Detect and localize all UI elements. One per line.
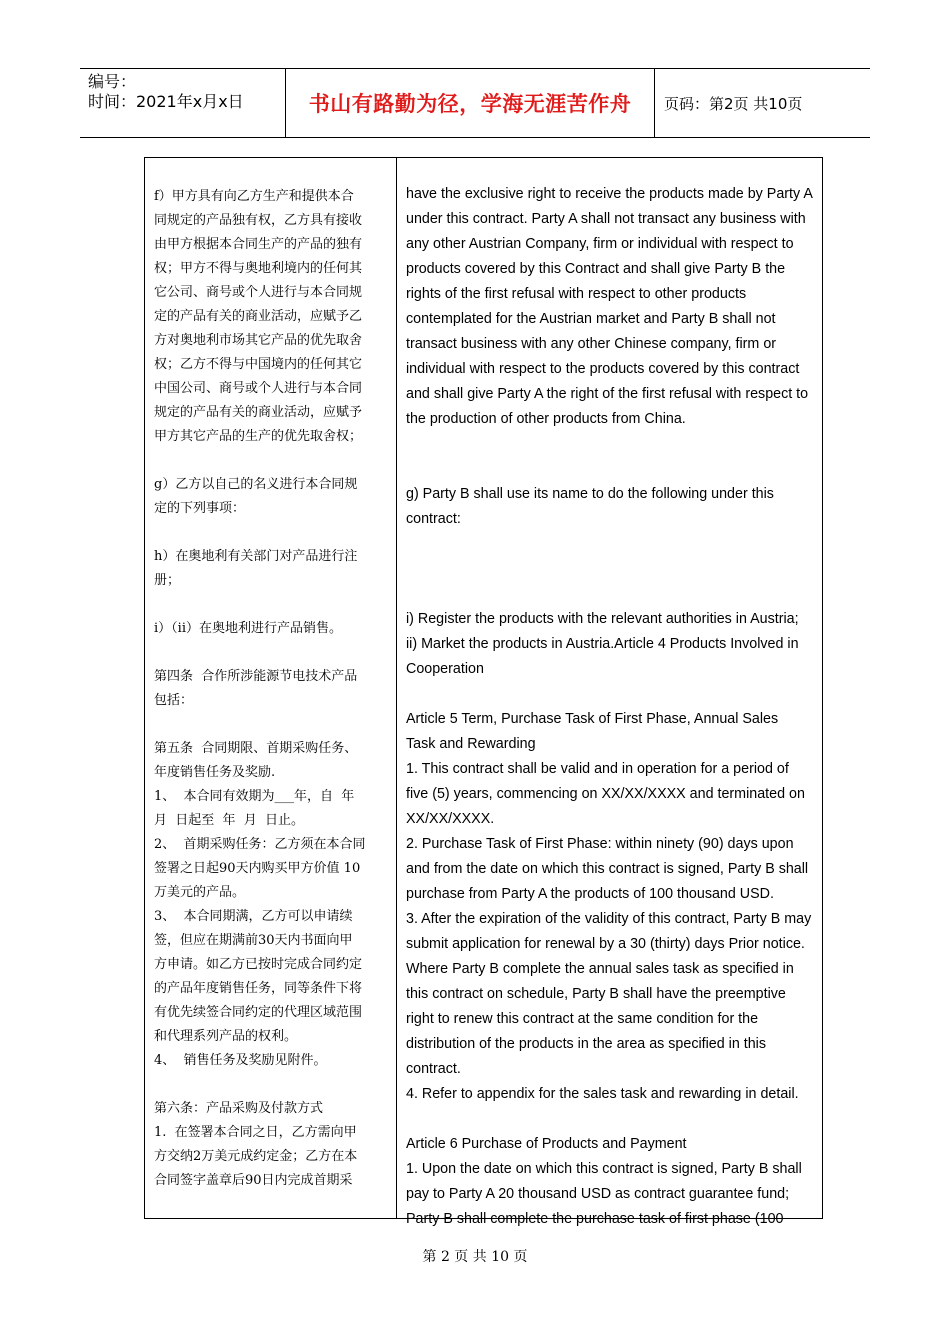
english-column-text: have the exclusive right to receive the products made by Party A under this contract. Party A shall not transact any business with any other Austrian Company, firm or individual with respect to products covered by this Contract and shall give Party B the rights of the first refusal with respect to other products contemplated for the Austrian market and Party B shall not transact business with any other Chinese company, firm or individual with respect to the products covered by this contract and shall give Party A the right of the first refusal with respect to the production of other products from China. g) Party B shall use its name to do the following under this contract: i) Register the products with the relevant authorities in Austria; ii) Market the products in Austria.Article 4 Products Involved in Cooperation Article 5 Term, Purchase Task of First Phase, Annual Sales Task and Rewarding 1. This contract shall be valid and in operation for a period of five (5) years, commencing on XX/XX/XXXX and terminated on XX/XX/XXXX. 2. Purchase Task of First Phase: within ninety (90) days upon and from the date on which this contract is signed, Party B shall purchase from Party A the products of 100 thousand USD. 3. After the expiration of the validity of this contract, Party B may submit application for renewal by a 30 (thirty) days Prior notice. Where Party B complete the annual sales task as specified in this contract on schedule, Party B shall have the preemptive right to renew this contract at the same condition for the distribution of the products in the area as specified in this contract. 4. Refer to appendix for the sales task and rewarding in detail. Article 6 Purchase of Products and Payment 1. Upon the date on which this contract is signed, Party B shall pay to Party A 20 thousand USD as contract guarantee fund; Party B shall complete the purchase task of first phase (100 [406,186,813,1227]
page-footer: 第 2 页 共 10 页 [422,1249,528,1265]
header-motto-cell [286,69,655,137]
column-divider [396,158,397,1218]
page-header [80,68,870,138]
header-page-info: 页码：第2页 共10页 [664,94,803,113]
header-meta [80,69,286,137]
header-motto: 书山有路勤为径，学海无涯苦作舟 [308,92,632,116]
chinese-column-text: f）甲方具有向乙方生产和提供本合 同规定的产品独有权，乙方具有接收 由甲方根据本合同生产的产品的独有 权；甲方不得与奥地利境内的任何其 它公司、商号或个人进行与本合同规 定的产品有关的商业活动，应赋予乙 方对奥地利市场其它产品的优先取舍 权；乙方不得与中国境内的任何其它 中国公司、商号或个人进行与本合同 规定的产品有关的商业活动，应赋予 甲方其它产品的生产的优先取舍权； g）乙方以自己的名义进行本合同规 定的下列事项： h）在奥地利有关部门对产品进行注 册； i）（ii）在奥地利进行产品销售。 第四条 合作所涉能源节电技术产品 包括： 第五条 合同期限、首期采购任务、 年度销售任务及奖励. 1、 本合同有效期为___年，自 年 月 日起至 年 月 日止。 2、 首期采购任务：乙方须在本合同 签署之日起90天内购买甲方价值 10 万美元的产品。 3、 本合同期满，乙方可以申请续 签，但应在期满前30天内书面向甲 方申请。如乙方已按时完成合同约定 的产品年度销售任务，同等条件下将 有优先续签合同约定的代理区域范围 和代理系列产品的权利。 4、 销售任务及奖励见附件。 第六条：产品采购及付款方式 1. 在签署本合同之日，乙方需向甲 方交纳2万美元成约定金；乙方在本 合同签字盖章后90日内完成首期采 [154,189,366,1188]
bilingual-contract-table [144,157,823,1227]
document-date-label: 时间：2021年x月x日 [88,92,244,111]
document-number-label: 编号： [88,72,137,91]
